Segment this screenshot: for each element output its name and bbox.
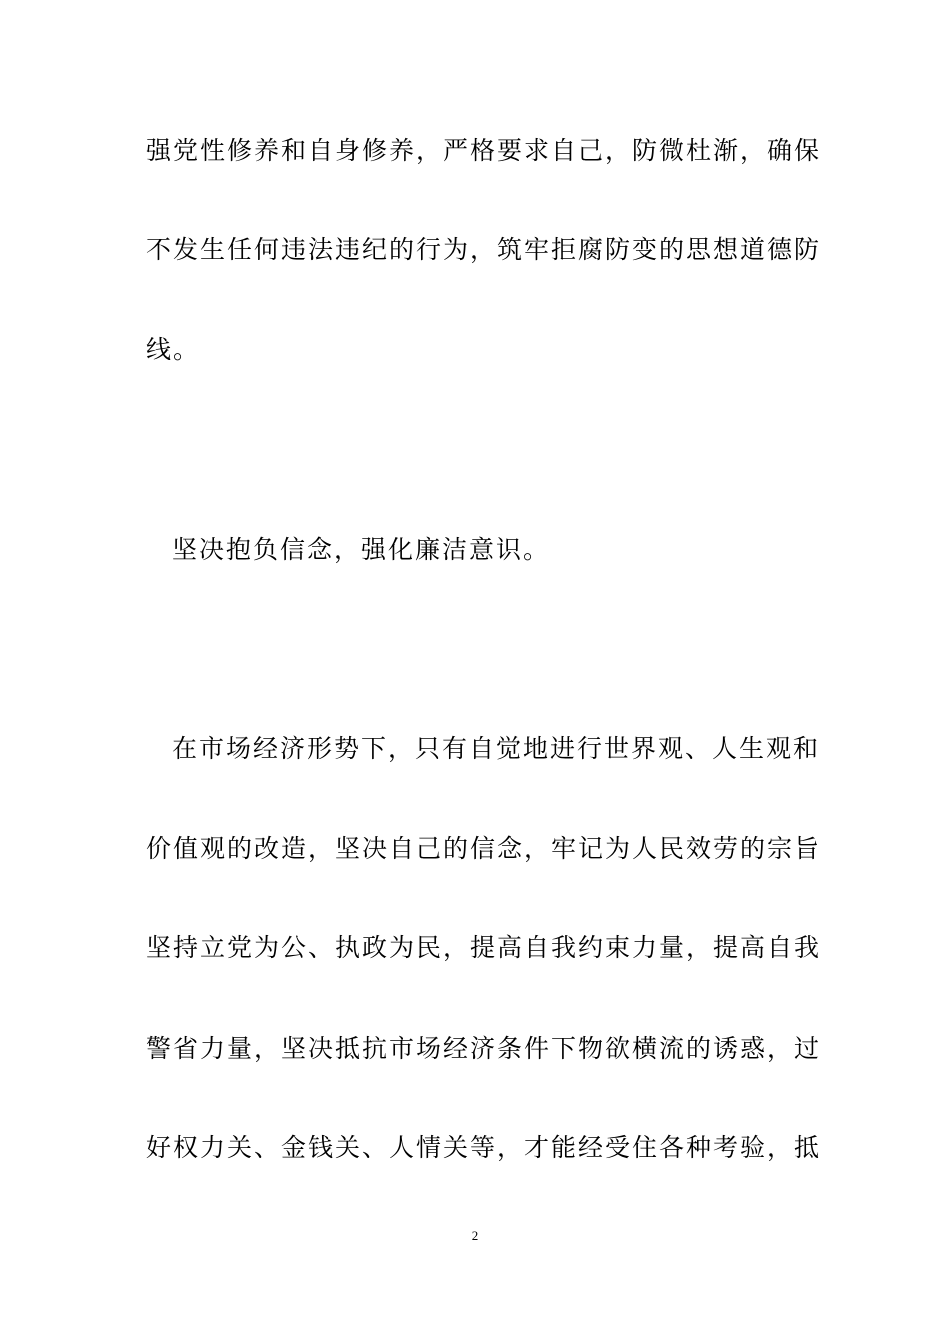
text-line-1: 强党性修养和自身修养，严格要求自己，防微杜渐，确保 bbox=[146, 136, 822, 165]
text-line-3: 线。 bbox=[146, 335, 201, 364]
text-line-5: 在市场经济形势下，只有自觉地进行世界观、人生观和 bbox=[172, 734, 821, 763]
text-line-9: 好权力关、金钱关、人情关等，才能经受住各种考验，抵 bbox=[146, 1133, 822, 1162]
text-line-2: 不发生任何违法违纪的行为，筑牢拒腐防变的思想道德防 bbox=[146, 235, 822, 264]
section-heading: 坚决抱负信念，强化廉洁意识。 bbox=[172, 535, 551, 564]
text-line-6: 价值观的改造，坚决自己的信念，牢记为人民效劳的宗旨 bbox=[146, 834, 822, 863]
text-line-7: 坚持立党为公、执政为民，提高自我约束力量，提高自我 bbox=[146, 933, 822, 962]
page-number: 2 bbox=[471, 1228, 479, 1243]
text-line-8: 警省力量，坚决抵抗市场经济条件下物欲横流的诱惑，过 bbox=[146, 1034, 822, 1063]
